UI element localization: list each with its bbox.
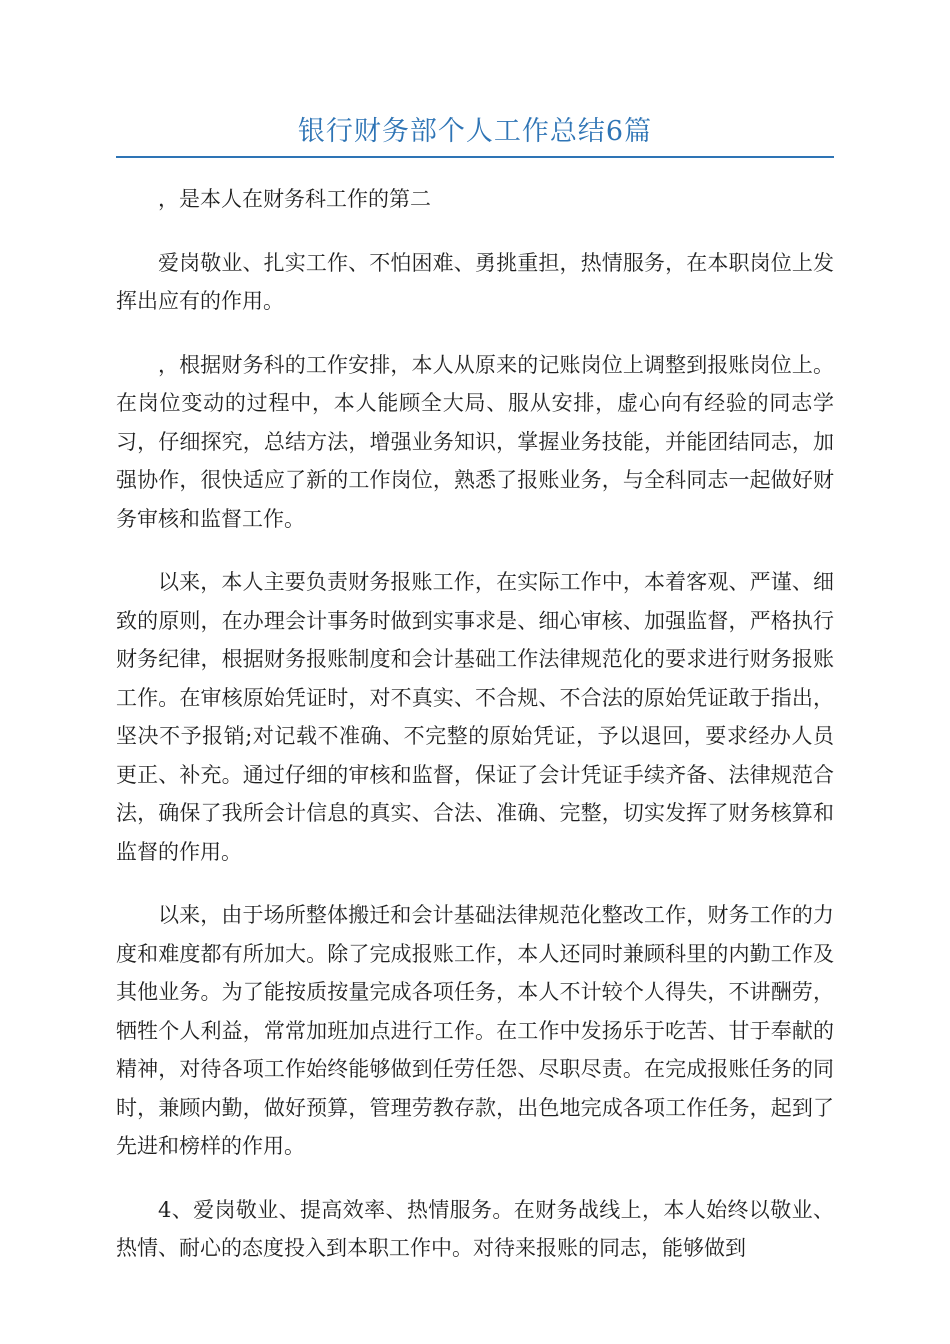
document-title: 银行财务部个人工作总结6篇	[297, 116, 653, 147]
paragraph-1: ，是本人在财务科工作的第二	[158, 187, 431, 211]
paragraph-4: 以来，本人主要负责财务报账工作，在实际工作中，本着客观、严谨、细致的原则，在办理会计事务时做到实事求是、细心审核、加强监督，严格执行财务纪律，根据财务报账制度和会计基础工作法律规范化的要求进行财务报账工作。在审核原始凭证时，对不真实、不合规、不合法的原始凭证敢于指出，坚决不予报销;对记载不准确、不完整的原始凭证，予以退回，要求经办人员更正、补充。通过仔细的审核和监督，保证了会计凭证手续齐备、法律规范合法，确保了我所会计信息的真实、合法、准确、完整，切实发挥了财务核算和监督的作用。	[116, 570, 834, 864]
document-page	[116, 108, 834, 1293]
paragraph-3: ，根据财务科的工作安排，本人从原来的记账岗位上调整到报账岗位上。在岗位变动的过程中，本人能顾全大局、服从安排，虚心向有经验的同志学习，仔细探究，总结方法，增强业务知识，掌握业务技能，并能团结同志，加强协作，很快适应了新的工作岗位，熟悉了报账业务，与全科同志一起做好财务审核和监督工作。	[116, 352, 834, 531]
paragraph-6: 4、爱岗敬业、提高效率、热情服务。在财务战线上，本人始终以敬业、热情、耐心的态度投入到本职工作中。对待来报账的同志，能够做到	[116, 1197, 834, 1260]
paragraph-5: 以来，由于场所整体搬迁和会计基础法律规范化整改工作，财务工作的力度和难度都有所加大。除了完成报账工作，本人还同时兼顾科里的内勤工作及其他业务。为了能按质按量完成各项任务，本人不计较个人得失，不讲酬劳，牺牲个人利益，常常加班加点进行工作。在工作中发扬乐于吃苦、甘于奉献的精神，对待各项工作始终能够做到任劳任怨、尽职尽责。在完成报账任务的同时，兼顾内勤，做好预算，管理劳教存款，出色地完成各项工作任务，起到了先进和榜样的作用。	[116, 903, 834, 1158]
title-underline	[116, 156, 834, 158]
paragraph-2: 爱岗敬业、扎实工作、不怕困难、勇挑重担，热情服务，在本职岗位上发挥出应有的作用。	[116, 250, 834, 313]
